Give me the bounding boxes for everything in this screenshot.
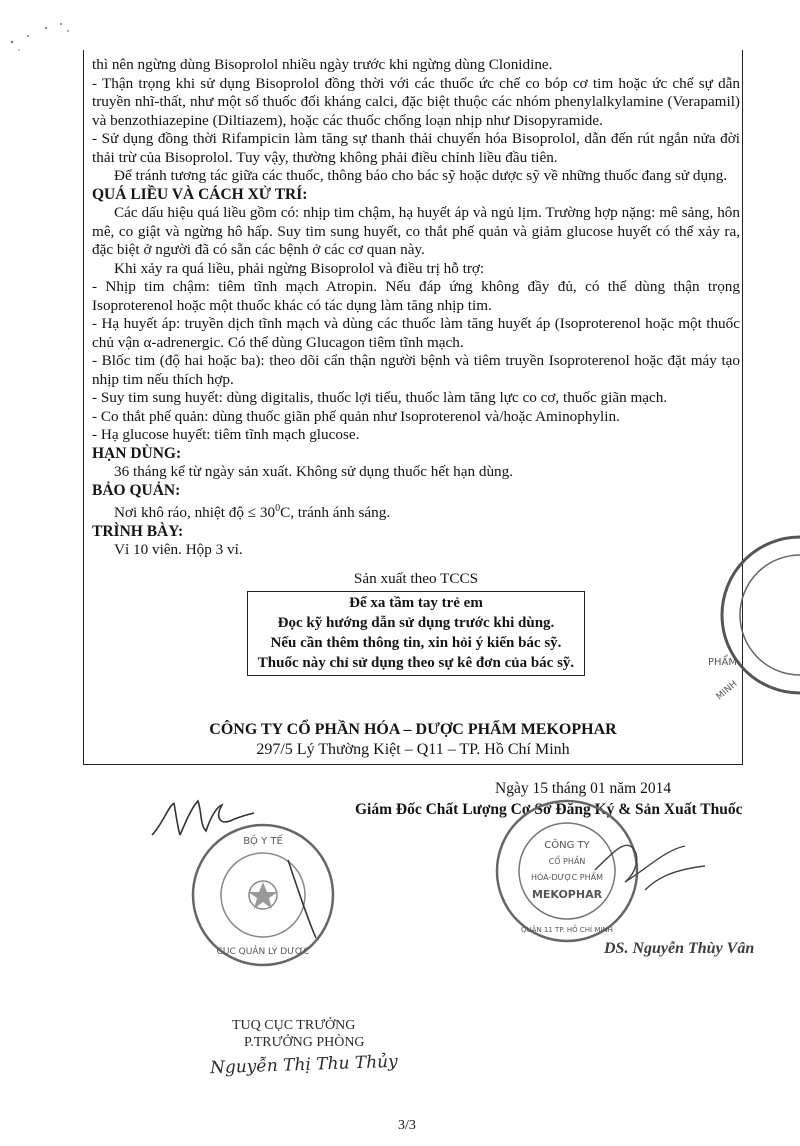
edge-stamp-word: PHẨM <box>708 657 738 668</box>
storage-text-prefix: Nơi khô ráo, nhiệt độ ≤ 30 <box>114 504 276 522</box>
warning-line: Đọc kỹ hướng dẫn sử dụng trước khi dùng. <box>277 615 555 632</box>
overdose-symptoms: Các dấu hiệu quá liều gồm có: nhịp tim chậm, hạ huyết áp và ngủ lịm. Trường hợp nặng: mê sảng, hôn mê, co giật và ngừng hô hấp. Suy tim sung huyết, co thắt phế quản và giảm glucose huyết có thể xảy ra, đặc biệt ở người đã có sẵn các bệnh ở các cơ quan này. <box>92 204 740 258</box>
text-line: thì nên ngừng dùng Bisoprolol nhiều ngày trước khi ngừng dùng Clonidine. <box>92 56 553 73</box>
presentation-text: Vỉ 10 viên. Hộp 3 vỉ. <box>114 541 243 559</box>
edge-stamp-word: MINH <box>714 679 740 703</box>
overdose-heading: QUÁ LIỀU VÀ CÁCH XỬ TRÍ: <box>92 185 308 203</box>
signer-name: DS. Nguyễn Thùy Vân <box>604 940 755 957</box>
text-line: - Thận trọng khi sử dụng Bisoprolol đồng thời với các thuốc ức chế co bóp cơ tim hoặc ức chế sự dẫn truyền nhĩ-thất, như một số thuốc đối kháng calci, đặc biệt thuộc các nhóm phenylalkylamine (Verapamil) và benzothiazepine (Diltiazem), hoặc các thuốc chống loạn nhịp như Disopyramide. <box>92 74 740 129</box>
stamp-text: HÓA-DƯỢC PHẨM <box>530 873 604 882</box>
company-name: CÔNG TY CỔ PHẦN HÓA – DƯỢC PHẨM MEKOPHAR <box>209 721 617 738</box>
stamp-text: BỘ Y TẾ <box>243 836 283 847</box>
storage-heading: BẢO QUẢN: <box>92 481 181 499</box>
overdose-item: - Suy tim sung huyết: dùng digitalis, thuốc lợi tiểu, thuốc làm tăng lực co cơ, thuốc giãn mạch. <box>92 389 668 406</box>
overdose-intro: Khi xảy ra quá liều, phải ngừng Bisoprolol và điều trị hỗ trợ: <box>114 259 485 277</box>
standard-text: Sản xuất theo TCCS <box>353 569 479 587</box>
stamp-text: CÔNG TY <box>544 840 590 851</box>
interaction-note: Để tránh tương tác giữa các thuốc, thông báo cho bác sỹ hoặc dược sỹ về những thuốc đang sử dụng. <box>114 167 728 184</box>
expiry-heading: HẠN DÙNG: <box>92 444 182 462</box>
degree-superscript: 0 <box>275 503 281 514</box>
signature-right <box>585 830 715 910</box>
overdose-item: - Hạ glucose huyết: tiêm tĩnh mạch glucose. <box>92 426 360 443</box>
leaflet-content <box>92 56 740 676</box>
overdose-item: - Blốc tim (độ hai hoặc ba): theo dõi cẩn thận người bệnh và tiêm truyền Isoproterenol hoặc đặt máy tạo nhịp tim nếu thích hợp. <box>92 352 740 388</box>
warning-line: Thuốc này chỉ sử dụng theo sự kê đơn của bác sỹ. <box>257 655 575 672</box>
overdose-item: - Co thắt phế quản: dùng thuốc giãn phế quản như Isoproterenol và/hoặc Aminophylin. <box>92 407 620 425</box>
stamp-text: MEKOPHAR <box>531 888 603 901</box>
company-block <box>83 720 743 760</box>
ministry-block <box>232 1017 365 1051</box>
approval-date: Ngày 15 tháng 01 năm 2014 <box>495 780 672 797</box>
overdose-item: - Hạ huyết áp: truyền dịch tĩnh mạch và dùng các thuốc làm tăng huyết áp (Isoproterenol hoặc một thuốc chủ vận α-adrenergic. Có thể dùng Glucagon tiêm tĩnh mạch. <box>92 315 740 351</box>
edge-stamp <box>690 515 800 715</box>
stamp-text: CỔ PHẦN <box>548 857 586 866</box>
stamp-text: CỤC QUẢN LÝ DƯỢC <box>216 947 310 957</box>
overdose-item: - Nhịp tim chậm: tiêm tĩnh mạch Atropin. Nếu đáp ứng không đầy đủ, có thể dùng thận trọng Isoproterenol hoặc một thuốc khác có tác dụng làm tăng nhịp tim. <box>92 278 740 314</box>
storage-text <box>92 500 740 523</box>
company-address: 297/5 Lý Thường Kiệt – Q11 – TP. Hồ Chí Minh <box>256 741 570 758</box>
ministry-stamp <box>188 820 338 970</box>
ministry-signature-name: Nguyễn Thị Thu Thủy <box>209 1051 399 1079</box>
scan-speckle <box>0 0 90 60</box>
warning-line: Nếu cần thêm thông tin, xin hỏi ý kiến bác sỹ. <box>270 635 562 652</box>
ministry-subtitle: P.TRƯỞNG PHÒNG <box>244 1035 365 1050</box>
stamp-text: QUẬN 11 TP. HỒ CHÍ MINH <box>521 926 613 934</box>
approval-role: Giám Đốc Chất Lượng Cơ Sở Đăng Ký & Sản Xuất Thuốc <box>355 801 743 818</box>
page-number: 3/3 <box>398 1118 416 1133</box>
storage-text-suffix: C, tránh ánh sáng. <box>280 504 391 522</box>
presentation-heading: TRÌNH BÀY: <box>92 522 184 540</box>
warning-box <box>247 591 585 676</box>
expiry-text: 36 tháng kể từ ngày sản xuất. Không sử dụng thuốc hết hạn dùng. <box>114 463 514 480</box>
ministry-title: TUQ CỤC TRƯỞNG <box>232 1018 356 1033</box>
warning-box-wrap <box>92 591 740 676</box>
text-line: - Sử dụng đồng thời Rifampicin làm tăng sự thanh thải chuyển hóa Bisoprolol, dẫn đến rút ngắn nửa đời thải trừ của Bisoprolol. Tuy vậy, thường không phải điều chỉnh liều đầu tiên. <box>92 130 740 166</box>
warning-line: Để xa tầm tay trẻ em <box>349 595 483 612</box>
